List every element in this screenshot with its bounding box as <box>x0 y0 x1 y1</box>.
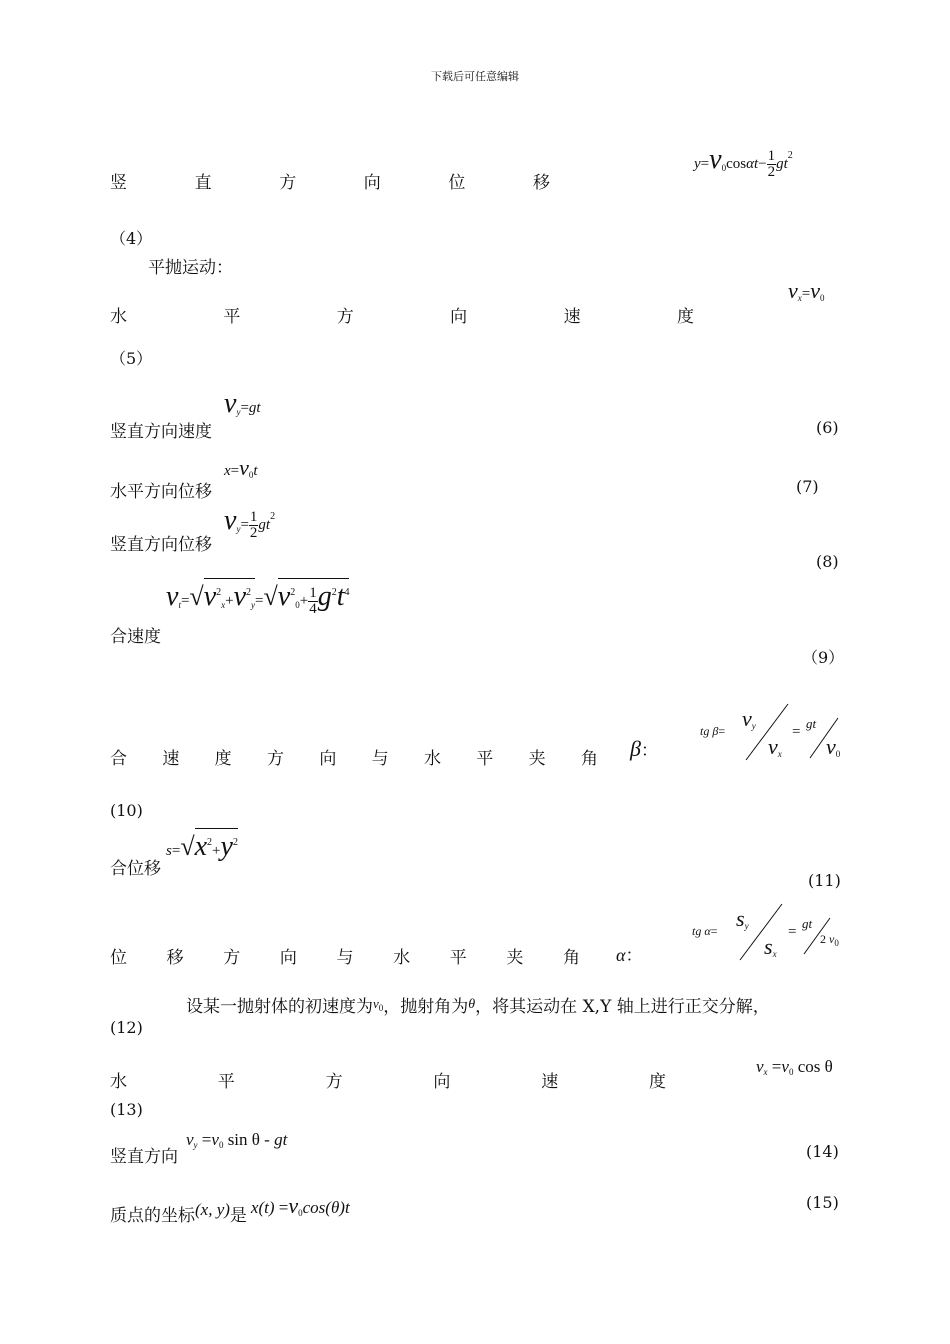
section-title-projectile: 平抛运动： <box>148 258 233 278</box>
fraction-slash <box>744 702 790 762</box>
label-horizontal-velocity: 水 平 方 向 速 度 <box>110 307 694 327</box>
beta-symbol: β： <box>630 736 658 761</box>
equation-number: （4） <box>110 229 153 248</box>
formula-horizontal-displacement: $x=v_0t$ <box>224 455 258 480</box>
equation-number: (7) <box>796 477 819 496</box>
equation-number: (6) <box>816 418 839 437</box>
label-particle-coordinates: 质点的坐标(x, y)是 $x(t) =v_0\cos(\theta)t$ <box>110 1193 350 1226</box>
page-header: 下载后可任意编辑 <box>431 70 519 83</box>
description-paragraph: 设某一抛射体的初速度为$^{v_0}$，抛射角为$^\theta$，将其运动在 X,Y 轴上进行正交分解， <box>186 996 770 1017</box>
label-velocity-angle: 合 速 度 方 向 与 水 平 夹 角 <box>110 749 598 769</box>
formula-horizontal-velocity: $v_x=v_0$ <box>788 278 825 303</box>
formula-displacement-angle: tg α= $s_y$ $s_x$ = gt 2 $v_0$ <box>692 900 852 964</box>
label-vertical-displacement: 竖 直 方 向 位 移 <box>110 173 550 193</box>
formula-vertical-velocity: $v_y=gt$ <box>224 388 261 419</box>
equation-number: (15) <box>806 1193 839 1212</box>
formula-horizontal-velocity-2: $v_x =v_0$ cos θ <box>756 1057 833 1077</box>
equation-number: （5） <box>110 349 153 368</box>
equation-number: (11) <box>808 871 841 890</box>
equation-number: (10) <box>110 801 143 820</box>
label-horizontal-velocity-2: 水 平 方 向 速 度 <box>110 1072 666 1092</box>
formula-vertical-displacement: $y=v_0\cos\alpha t-$ $\frac{1}{2}$ $gt^2$ <box>694 144 793 181</box>
equation-number: (13) <box>110 1100 143 1119</box>
equation-number: (12) <box>110 1018 143 1037</box>
label-vertical-velocity: 竖直方向速度 <box>110 422 212 442</box>
fraction-slash <box>738 902 784 962</box>
alpha-symbol: α： <box>616 945 643 965</box>
label-resultant-velocity: 合速度 <box>110 627 161 647</box>
label-vertical-displacement-2: 竖直方向位移 <box>110 535 212 555</box>
formula-velocity-angle: tg β= $v_y$ $v_x$ = gt $v_0$ <box>700 700 855 764</box>
equation-number: （9） <box>802 648 845 667</box>
formula-vertical-velocity-2: $v_y =v_0$ sin θ - gt <box>186 1130 288 1150</box>
label-vertical-velocity-2: 竖直方向 <box>110 1147 178 1167</box>
formula-vertical-displacement-2: $v_y=$ $\frac{1}{2}$ $gt^2$ <box>224 505 276 541</box>
equation-number: (8) <box>816 552 839 571</box>
label-displacement-angle: 位 移 方 向 与 水 平 夹 角 <box>110 948 580 968</box>
formula-resultant-velocity: $v_t=√v^2_x+v^2_y=√v^2_0+$ $\frac{1}{4}$ $g^2t^4$ <box>166 578 349 617</box>
label-horizontal-displacement: 水平方向位移 <box>110 482 212 502</box>
formula-resultant-displacement: $s=√x^2+y^2$ <box>166 828 238 863</box>
label-resultant-displacement: 合位移 <box>110 859 161 879</box>
equation-number: (14) <box>806 1142 839 1161</box>
